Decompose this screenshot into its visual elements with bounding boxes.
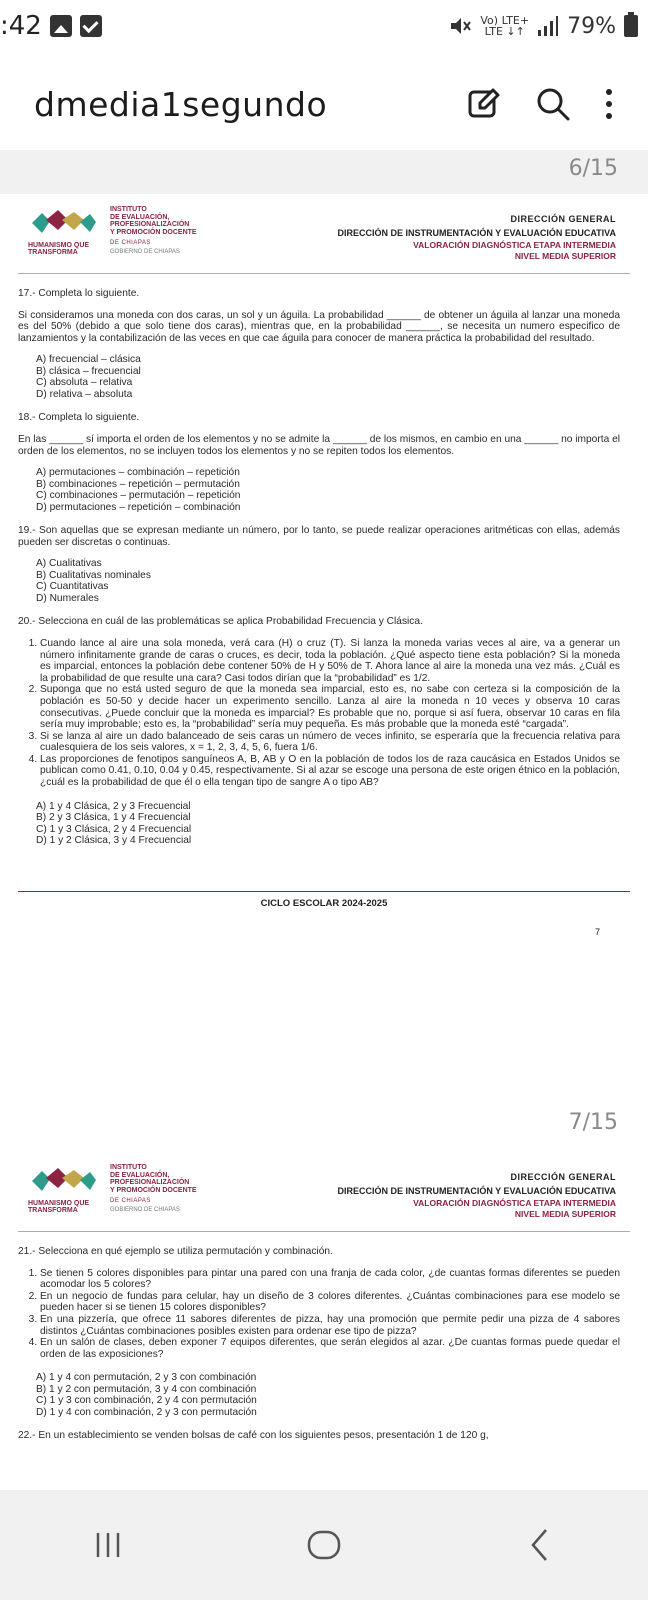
page-counter: 6/15 bbox=[568, 156, 618, 181]
institute-name: INSTITUTO DE EVALUACIÓN, PROFESIONALIZACIÓN Y PROMOCIÓN DOCENTE bbox=[110, 1164, 197, 1194]
page-number: 7 bbox=[594, 926, 600, 937]
institute-logo-icon bbox=[28, 208, 98, 238]
recents-button[interactable] bbox=[78, 1520, 138, 1570]
recents-icon bbox=[93, 1531, 123, 1559]
battery-percent: 79% bbox=[567, 13, 616, 39]
status-left bbox=[0, 11, 102, 41]
option: A) Cualitativas bbox=[36, 558, 102, 570]
gallery-notification-icon bbox=[50, 15, 72, 37]
question-18-text: En las ______ sí importa el orden de los elementos y no se admite la ______ de los mismos, en cambio en una ______ no importa el orden de los elementos, no se incluyen todos los elementos y no se repiten todos los elementos. bbox=[18, 433, 620, 457]
valoracion-diagnostica: VALORACIÓN DIAGNÓSTICA ETAPA INTERMEDIA bbox=[413, 240, 616, 250]
option: A) 1 y 4 Clásica, 2 y 3 Frecuencial bbox=[36, 800, 191, 812]
option: B) 2 y 3 Clásica, 1 y 4 Frecuencial bbox=[36, 812, 191, 824]
question-19-title: 19.- Son aquellas que se expresan mediante un número, por lo tanto, se puede realizar operaciones aritméticas con ellas, además pueden ser discretas o continuas. bbox=[18, 525, 620, 548]
option: A) permutaciones – combinación – repetición bbox=[36, 467, 240, 479]
option: C) combinaciones – permutación – repetición bbox=[36, 490, 241, 502]
option: D) 1 y 4 con combinación, 2 y 3 con permutación bbox=[36, 1406, 257, 1418]
search-icon[interactable] bbox=[536, 87, 570, 121]
question-20-title: 20.- Selecciona en cuál de las problemáticas se aplica Probabilidad Frecuencia y Clásica. bbox=[18, 616, 423, 628]
question-18-title: 18.- Completa lo siguiente. bbox=[18, 412, 140, 424]
list-item: 4. En un salón de clases, deben exponer 7 equipos diferentes, que serán elegidos al azar. ¿De cuantas formas puede quedar el orden de las exposiciones? bbox=[40, 1337, 620, 1360]
option: B) 1 y 2 con permutación, 3 y 4 con combinación bbox=[36, 1383, 257, 1395]
humanismo-text: HUMANISMO QUE TRANSFORMA bbox=[28, 1200, 90, 1214]
institute-name: INSTITUTO DE EVALUACIÓN, PROFESIONALIZACIÓN Y PROMOCIÓN DOCENTE bbox=[110, 206, 197, 236]
doc-header bbox=[18, 1152, 630, 1232]
app-bar bbox=[0, 62, 648, 146]
humanismo-text: HUMANISMO QUE TRANSFORMA bbox=[28, 242, 90, 256]
battery-icon bbox=[624, 15, 638, 37]
question-20-items bbox=[18, 638, 620, 789]
nivel-media-superior: NIVEL MEDIA SUPERIOR bbox=[514, 1209, 616, 1219]
de-chiapas-text: DE CHIAPAS bbox=[110, 1198, 151, 1204]
direccion-general-text: DIRECCIÓN GENERAL bbox=[510, 214, 616, 224]
doc-footer: CICLO ESCOLAR 2024-2025 bbox=[18, 891, 630, 909]
status-right bbox=[448, 14, 638, 39]
back-icon bbox=[528, 1527, 552, 1563]
direccion-instrumentacion: DIRECCIÓN DE INSTRUMENTACIÓN Y EVALUACIÓN EDUCATIVA bbox=[337, 1186, 616, 1196]
direccion-instrumentacion: DIRECCIÓN DE INSTRUMENTACIÓN Y EVALUACIÓN EDUCATIVA bbox=[337, 228, 616, 238]
nivel-media-superior: NIVEL MEDIA SUPERIOR bbox=[514, 251, 616, 261]
question-21-title: 21.- Selecciona en qué ejemplo se utiliza permutación y combinación. bbox=[18, 1246, 333, 1257]
list-item: 1. Se tienen 5 colores disponibles para pintar una pared con una franja de cada color, ¿de cuantas formas diferentes se pueden acomodar los 5 colores? bbox=[40, 1268, 620, 1291]
gobierno-text: GOBIERNO DE CHIAPAS bbox=[110, 249, 180, 255]
question-17-options bbox=[18, 354, 620, 400]
questions-body bbox=[18, 1232, 630, 1442]
check-notification-icon bbox=[80, 15, 102, 37]
status-time: :42 bbox=[0, 11, 42, 41]
question-18-options bbox=[18, 467, 620, 513]
option: D) permutaciones – repetición – combinación bbox=[36, 501, 241, 513]
more-icon[interactable] bbox=[604, 87, 614, 121]
question-21-options bbox=[18, 1372, 620, 1418]
document-title: dmedia1segundo bbox=[34, 84, 328, 124]
option: C) Cuantitativas bbox=[36, 581, 109, 593]
list-item: 3. Si se lanza al aire un dado balanceado de seis caras un número de veces infinito, se esperaría que la frecuencia relativa para cualesquiera de los seis valores, x = 1, 2, 3, 4, 5, 6, fuera 1/6. bbox=[40, 731, 620, 754]
option: B) combinaciones – repetición – permutación bbox=[36, 478, 240, 490]
document-page bbox=[0, 194, 648, 1194]
option: D) Numerales bbox=[36, 592, 99, 604]
signal-icon bbox=[537, 16, 559, 36]
question-22-title: 22.- En un establecimiento se venden bolsas de café con los siguientes pesos, presentación 1 de 120 g, bbox=[18, 1430, 489, 1442]
document-page bbox=[0, 1152, 648, 1490]
doc-header bbox=[18, 194, 630, 274]
question-20-options bbox=[18, 801, 620, 847]
option: C) 1 y 3 con combinación, 2 y 4 con permutación bbox=[36, 1395, 257, 1407]
direccion-general-text: DIRECCIÓN GENERAL bbox=[510, 1172, 616, 1182]
list-item: 4. Las proporciones de fenotipos sanguíneos A, B, AB y O en la población de todos los de raza caucásica en Estados Unidos se publican como 0.41, 0.10, 0.04 y 0.45, respectivamente. Si al azar se escoge una persona de este origen étnico en la población, ¿cuál es la probabilidad de que él o ella tengan tipo de sangre A o tipo AB? bbox=[40, 754, 620, 789]
question-21-items bbox=[18, 1268, 620, 1361]
option: D) 1 y 2 Clásica, 3 y 4 Frecuencial bbox=[36, 835, 192, 847]
status-bar bbox=[0, 0, 648, 52]
network-label bbox=[480, 15, 529, 37]
list-item: 2. En un negocio de fundas para celular, hay un diseño de 3 colores diferentes. ¿Cuántas combinaciones para ese modelo se pueden hacer si se tienen 15 colores disponibles? bbox=[40, 1291, 620, 1314]
list-item: 1. Cuando lance al aire una sola moneda, verá cara (H) o cruz (T). Si lanza la moneda varias veces al aire, va a generar un número infinitamente grande de caras o cruces, es decir, toda la población. ¿Qué aspecto tiene esta población? Si la moneda es imparcial, entonces la población debe contener 50% de H y 50% de T. Ahora lance al aire la moneda una vez más. ¿Cuál es la probabilidad de que resulte una cara? Casi todos dirían que la “probabilidad” es 1/2. bbox=[40, 638, 620, 684]
questions-body bbox=[18, 274, 630, 847]
question-17-text: Si consideramos una moneda con dos caras, un sol y un águila. La probabilidad ______ de obtener un águila al lanzar una moneda es del 50% (debido a que solo tiene dos caras), mientras que, en la probabilidad ______, se necesita un numero especifico de lanzamientos y la contabilización de las veces en que cae águila para conocer de manera práctica la probabilidad del resultado. bbox=[18, 309, 620, 344]
option: A) frecuencial – clásica bbox=[36, 354, 141, 366]
pdf-viewer[interactable] bbox=[0, 150, 648, 1490]
valoracion-diagnostica: VALORACIÓN DIAGNÓSTICA ETAPA INTERMEDIA bbox=[413, 1198, 616, 1208]
institute-logo-icon bbox=[28, 1166, 98, 1196]
option: B) clásica – frecuencial bbox=[36, 365, 141, 377]
page-counter: 7/15 bbox=[568, 1110, 618, 1135]
option: B) Cualitativas nominales bbox=[36, 569, 151, 581]
network-top: Vo) LTE+ bbox=[480, 14, 530, 27]
mute-icon bbox=[448, 15, 472, 37]
list-item: 2. Suponga que no está usted seguro de que la moneda sea imparcial, esto es, no sabe con certeza si la composición de la población es 50-50 y decide hacer un experimento sencillo. Lanza al aire la moneda n 10 veces y observa 10 caras consecutivas. ¿Puede concluir que la moneda es imparcial? Es probable que no, porque si así fuera, observar 10 caras en fila sería muy improbable; esto es, la “probabilidad” sería muy pequeña. Es más probable que la moneda esté “cargada”. bbox=[40, 684, 620, 730]
question-19-options bbox=[18, 558, 620, 604]
institution-logo bbox=[28, 1160, 228, 1226]
option: D) relativa – absoluta bbox=[36, 388, 133, 400]
option: C) 1 y 3 Clásica, 2 y 4 Frecuencial bbox=[36, 823, 192, 835]
network-bottom: LTE ↓↑ bbox=[484, 25, 525, 38]
option: C) absoluta – relativa bbox=[36, 377, 133, 389]
back-button[interactable] bbox=[510, 1520, 570, 1570]
direccion-general bbox=[510, 214, 616, 224]
question-17-title: 17.- Completa lo siguiente. bbox=[18, 288, 140, 299]
option: A) 1 y 4 con permutación, 2 y 3 con combinación bbox=[36, 1372, 257, 1384]
institution-logo bbox=[28, 202, 228, 268]
home-button[interactable] bbox=[294, 1520, 354, 1570]
direccion-general bbox=[510, 1172, 616, 1182]
home-icon bbox=[306, 1530, 342, 1560]
system-nav-bar bbox=[0, 1490, 648, 1600]
list-item: 3. En una pizzería, que ofrece 11 sabores diferentes de pizza, hay una promoción que permite pedir una pizza de 4 sabores distintos ¿Cuántas combinaciones posibles existen para ordenar ese tipo de pizza? bbox=[40, 1314, 620, 1337]
de-chiapas-text: DE CHIAPAS bbox=[110, 240, 151, 246]
gobierno-text: GOBIERNO DE CHIAPAS bbox=[110, 1207, 180, 1213]
app-actions bbox=[466, 86, 648, 122]
edit-icon[interactable] bbox=[466, 86, 502, 122]
